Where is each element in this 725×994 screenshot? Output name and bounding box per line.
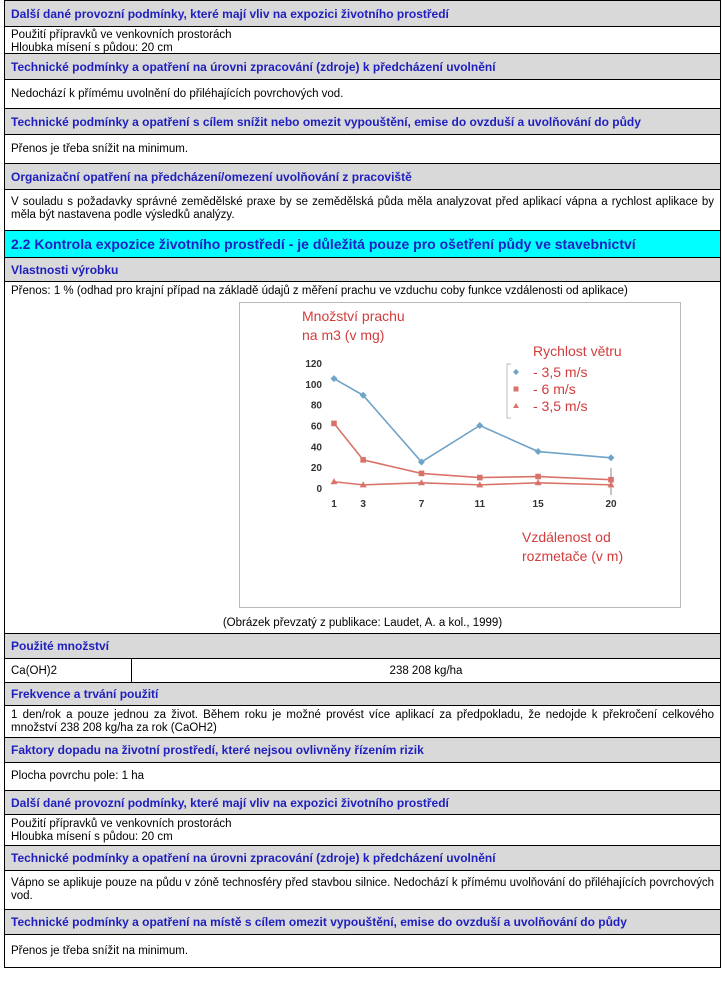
data-point — [535, 474, 541, 480]
text-line: Použití přípravků ve venkovních prostorách — [11, 29, 232, 41]
header-text: Organizační opatření na předcházení/omezení uvolňování z pracoviště — [11, 169, 412, 184]
legend-title: Rychlost větru — [533, 343, 622, 359]
x-tick-label: 11 — [474, 499, 486, 510]
technical-source-cell — [4, 80, 721, 109]
dust-chart — [239, 302, 681, 608]
section-header-technical-emissions — [4, 109, 721, 135]
x-tick-label: 3 — [360, 499, 366, 510]
text-line: Přenos je třeba snížit na minimum. — [11, 944, 189, 957]
data-point — [331, 421, 337, 427]
text-line: Plocha povrchu pole: 1 ha — [11, 770, 144, 782]
x-tick-label: 20 — [605, 499, 617, 510]
section-header-environment-factors — [4, 738, 721, 763]
technical-site-cell — [4, 935, 721, 968]
text-line: Hloubka mísení s půdou: 20 cm — [11, 42, 173, 54]
x-axis-label: Vzdálenost od — [522, 529, 611, 545]
operating-conditions-cell-2 — [4, 815, 721, 846]
section-header-frequency — [4, 683, 721, 706]
technical-emissions-cell — [4, 135, 721, 164]
legend-marker — [514, 387, 519, 392]
header-text: Technické podmínky a opatření na úrovni zpracování (zdroje) k předcházení uvolnění — [11, 851, 496, 865]
y-tick-label: 60 — [310, 421, 322, 433]
header-text: Technické podmínky a opatření na úrovni zpracování (zdroje) k předcházení uvolnění — [11, 59, 496, 74]
legend-label: - 3,5 m/s — [533, 398, 588, 414]
organizational-cell — [4, 190, 721, 231]
header-text: Technické podmínky a opatření na místě s cílem omezit vypouštění, emise do ovzduší a uvolňování do půdy — [11, 915, 627, 929]
figure-caption: (Obrázek převzatý z publikace: Laudet, A. a kol., 1999) — [222, 617, 503, 629]
operating-conditions-cell — [4, 27, 721, 54]
text-line: Hloubka mísení s půdou: 20 cm — [11, 831, 173, 843]
section-header-technical-source — [4, 54, 721, 80]
x-tick-label: 1 — [331, 499, 337, 510]
section-header-product-properties — [4, 258, 721, 282]
y-tick-label: 120 — [305, 359, 322, 370]
section-header-operating-conditions-2 — [4, 791, 721, 815]
amount-row — [4, 659, 721, 683]
x-axis-label-line2: rozmetače (v m) — [522, 548, 624, 564]
text-paragraph: Vápno se aplikuje pouze na půdu v zóně technosféry před stavbou silnice. Nedochází k přímému uvolňování do přiléhajících povrchových vod. — [11, 877, 714, 902]
legend-label: - 3,5 m/s — [533, 364, 588, 380]
x-tick-label: 7 — [418, 499, 425, 510]
section-header-technical-site — [4, 910, 721, 935]
section-title-text: 2.2 Kontrola expozice životního prostředí - je důležitá pouze pro ošetření půdy ve stavebnictví — [11, 236, 636, 252]
frequency-cell — [4, 706, 721, 738]
y-tick-label: 0 — [316, 484, 322, 495]
text-line: Přenos je třeba snížit na minimum. — [11, 142, 189, 155]
y-tick-label: 40 — [310, 442, 322, 454]
y-tick-label: 100 — [305, 379, 322, 391]
area-cell — [4, 763, 721, 791]
text-line: Nedochází k přímému uvolnění do přiléhajících povrchových vod. — [11, 87, 344, 100]
section-header-technical-source-2 — [4, 846, 721, 871]
figure-cell — [4, 282, 721, 634]
section-header-amount-used — [4, 634, 721, 659]
substance-cell: Ca(OH)2 — [5, 659, 132, 682]
data-point — [360, 457, 366, 463]
y-tick-label: 80 — [310, 400, 322, 412]
section-header-operating-conditions — [4, 0, 721, 27]
amount-cell: 238 208 kg/ha — [389, 664, 463, 677]
technical-source-cell-2 — [4, 871, 721, 910]
chart-subtitle: na m3 (v mg) — [302, 327, 385, 343]
x-tick-label: 15 — [532, 499, 544, 510]
header-text: Faktory dopadu na životní prostředí, které nejsou ovlivněny řízením rizik — [11, 743, 424, 757]
chart-title: Množství prachu — [302, 308, 405, 324]
header-text: Frekvence a trvání použití — [11, 687, 159, 701]
header-text: Další dané provozní podmínky, které mají vliv na expozici životního prostředí — [11, 795, 449, 810]
transfer-text: Přenos: 1 % (odhad pro krajní případ na základě údajů z měření prachu ve vzduchu coby funkce vzdálenosti od aplikace) — [11, 285, 628, 297]
y-tick-label: 20 — [310, 463, 322, 475]
section-header-organizational — [4, 164, 721, 190]
header-text: Další dané provozní podmínky, které mají vliv na expozici životního prostředí — [11, 6, 449, 21]
section-title-2-2 — [4, 231, 721, 258]
data-point — [477, 475, 483, 481]
legend-label: - 6 m/s — [533, 381, 576, 397]
header-text: Použité množství — [11, 639, 110, 653]
data-point — [419, 471, 425, 477]
header-text: Technické podmínky a opatření s cílem snížit nebo omezit vypouštění, emise do ovzduší a uvolňování do půdy — [11, 114, 641, 129]
text-paragraph: 1 den/rok a pouze jednou za život. Během roku je možné provést více aplikací za předpokladu, že nedojde k překročení celkového množství 238 208 kg/ha za rok (CaOH2) — [11, 709, 714, 734]
text-paragraph: V souladu s požadavky správné zemědělské praxe by se zemědělská půda měla analyzovat před aplikací vápna a rychlost aplikace by měla být nastavena podle výsledků analýzy. — [11, 196, 714, 221]
text-line: Použití přípravků ve venkovních prostorách — [11, 818, 232, 830]
document-page — [4, 0, 721, 968]
header-text: Vlastnosti výrobku — [11, 262, 119, 277]
